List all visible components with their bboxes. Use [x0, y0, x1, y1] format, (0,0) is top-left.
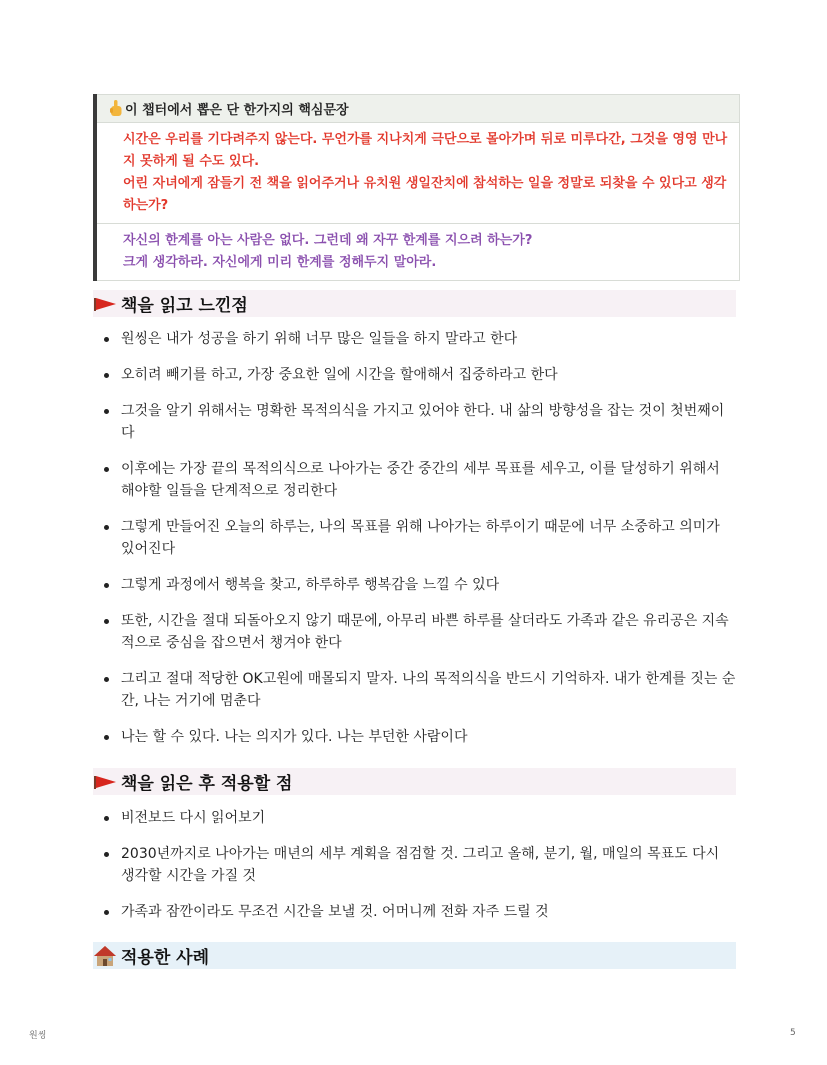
list-item: 그렇게 과정에서 행복을 찾고, 하루하루 행복감을 느낄 수 있다	[93, 574, 736, 596]
list-item: 그렇게 만들어진 오늘의 하루는, 나의 목표를 위해 나아가는 하루이기 때문에 너무 소중하고 의미가 있어진다	[93, 516, 736, 560]
list-item: 2030년까지로 나아가는 매년의 세부 계획을 점검할 것. 그리고 올해, 분기, 월, 매일의 목표도 다시 생각할 시간을 가질 것	[93, 843, 736, 887]
list-item: 원씽은 내가 성공을 하기 위해 너무 많은 일들을 하지 말라고 한다	[93, 328, 736, 350]
red-flag-icon	[93, 774, 117, 790]
list-item: 이후에는 가장 끝의 목적의식으로 나아가는 중간 중간의 세부 목표를 세우고, 이를 달성하기 위해서 해야할 일들을 단계적으로 정리한다	[93, 458, 736, 502]
red-flag-icon	[93, 296, 117, 312]
footer-doc-title: 원씽	[29, 1031, 47, 1041]
section-title: 책을 읽고 느낀점	[121, 296, 248, 316]
callout-purple-line-2: 크게 생각하라. 자신에게 미리 한계를 정해두지 말아라.	[123, 255, 437, 270]
house-icon	[93, 945, 117, 967]
impressions-list	[93, 328, 736, 762]
page-number: 5	[790, 1028, 796, 1038]
list-item: 나는 할 수 있다. 나는 의지가 있다. 나는 부던한 사람이다	[93, 726, 736, 748]
list-item: 비전보드 다시 읽어보기	[93, 807, 736, 829]
section-title: 적용한 사례	[121, 948, 210, 968]
section-heading-apply	[93, 768, 736, 795]
callout-purple-box	[97, 224, 740, 281]
list-item: 오히려 빼기를 하고, 가장 중요한 일에 시간을 할애해서 집중하라고 한다	[93, 364, 736, 386]
list-item: 그리고 절대 적당한 OK고원에 매몰되지 말자. 나의 목적의식을 반드시 기억하자. 내가 한계를 짓는 순간, 나는 거기에 멈춘다	[93, 668, 736, 712]
list-item: 가족과 잠깐이라도 무조건 시간을 보낼 것. 어머니께 전화 자주 드릴 것	[93, 901, 736, 923]
callout-red-box	[97, 123, 740, 224]
core-sentence-callout	[93, 94, 740, 281]
section-title: 책을 읽은 후 적용할 점	[121, 774, 293, 794]
list-item: 그것을 알기 위해서는 명확한 목적의식을 가지고 있어야 한다. 내 삶의 방향성을 잡는 것이 첫번째이다	[93, 400, 736, 444]
callout-title: 이 챕터에서 뽑은 단 한가지의 핵심문장	[125, 103, 349, 118]
callout-red-line-2: 어린 자녀에게 잠들기 전 책을 읽어주거나 유치원 생일잔치에 참석하는 일을 정말로 되찾을 수 있다고 생각하는가?	[123, 176, 727, 213]
pointing-hand-icon	[109, 100, 123, 117]
section-heading-impressions	[93, 290, 736, 317]
callout-purple-line-1: 자신의 한계를 아는 사람은 없다. 그런데 왜 자꾸 한계를 지으려 하는가?	[123, 233, 533, 248]
section-heading-cases	[93, 942, 736, 969]
list-item: 또한, 시간을 절대 되돌아오지 않기 때문에, 아무리 바쁜 하루를 살더라도 가족과 같은 유리공은 지속적으로 중심을 잡으면서 챙겨야 한다	[93, 610, 736, 654]
callout-red-line-1: 시간은 우리를 기다려주지 않는다. 무언가를 지나치게 극단으로 몰아가며 뒤로 미루다간, 그것을 영영 만나지 못하게 될 수도 있다.	[123, 132, 728, 169]
callout-header	[97, 94, 740, 123]
apply-list	[93, 807, 736, 937]
